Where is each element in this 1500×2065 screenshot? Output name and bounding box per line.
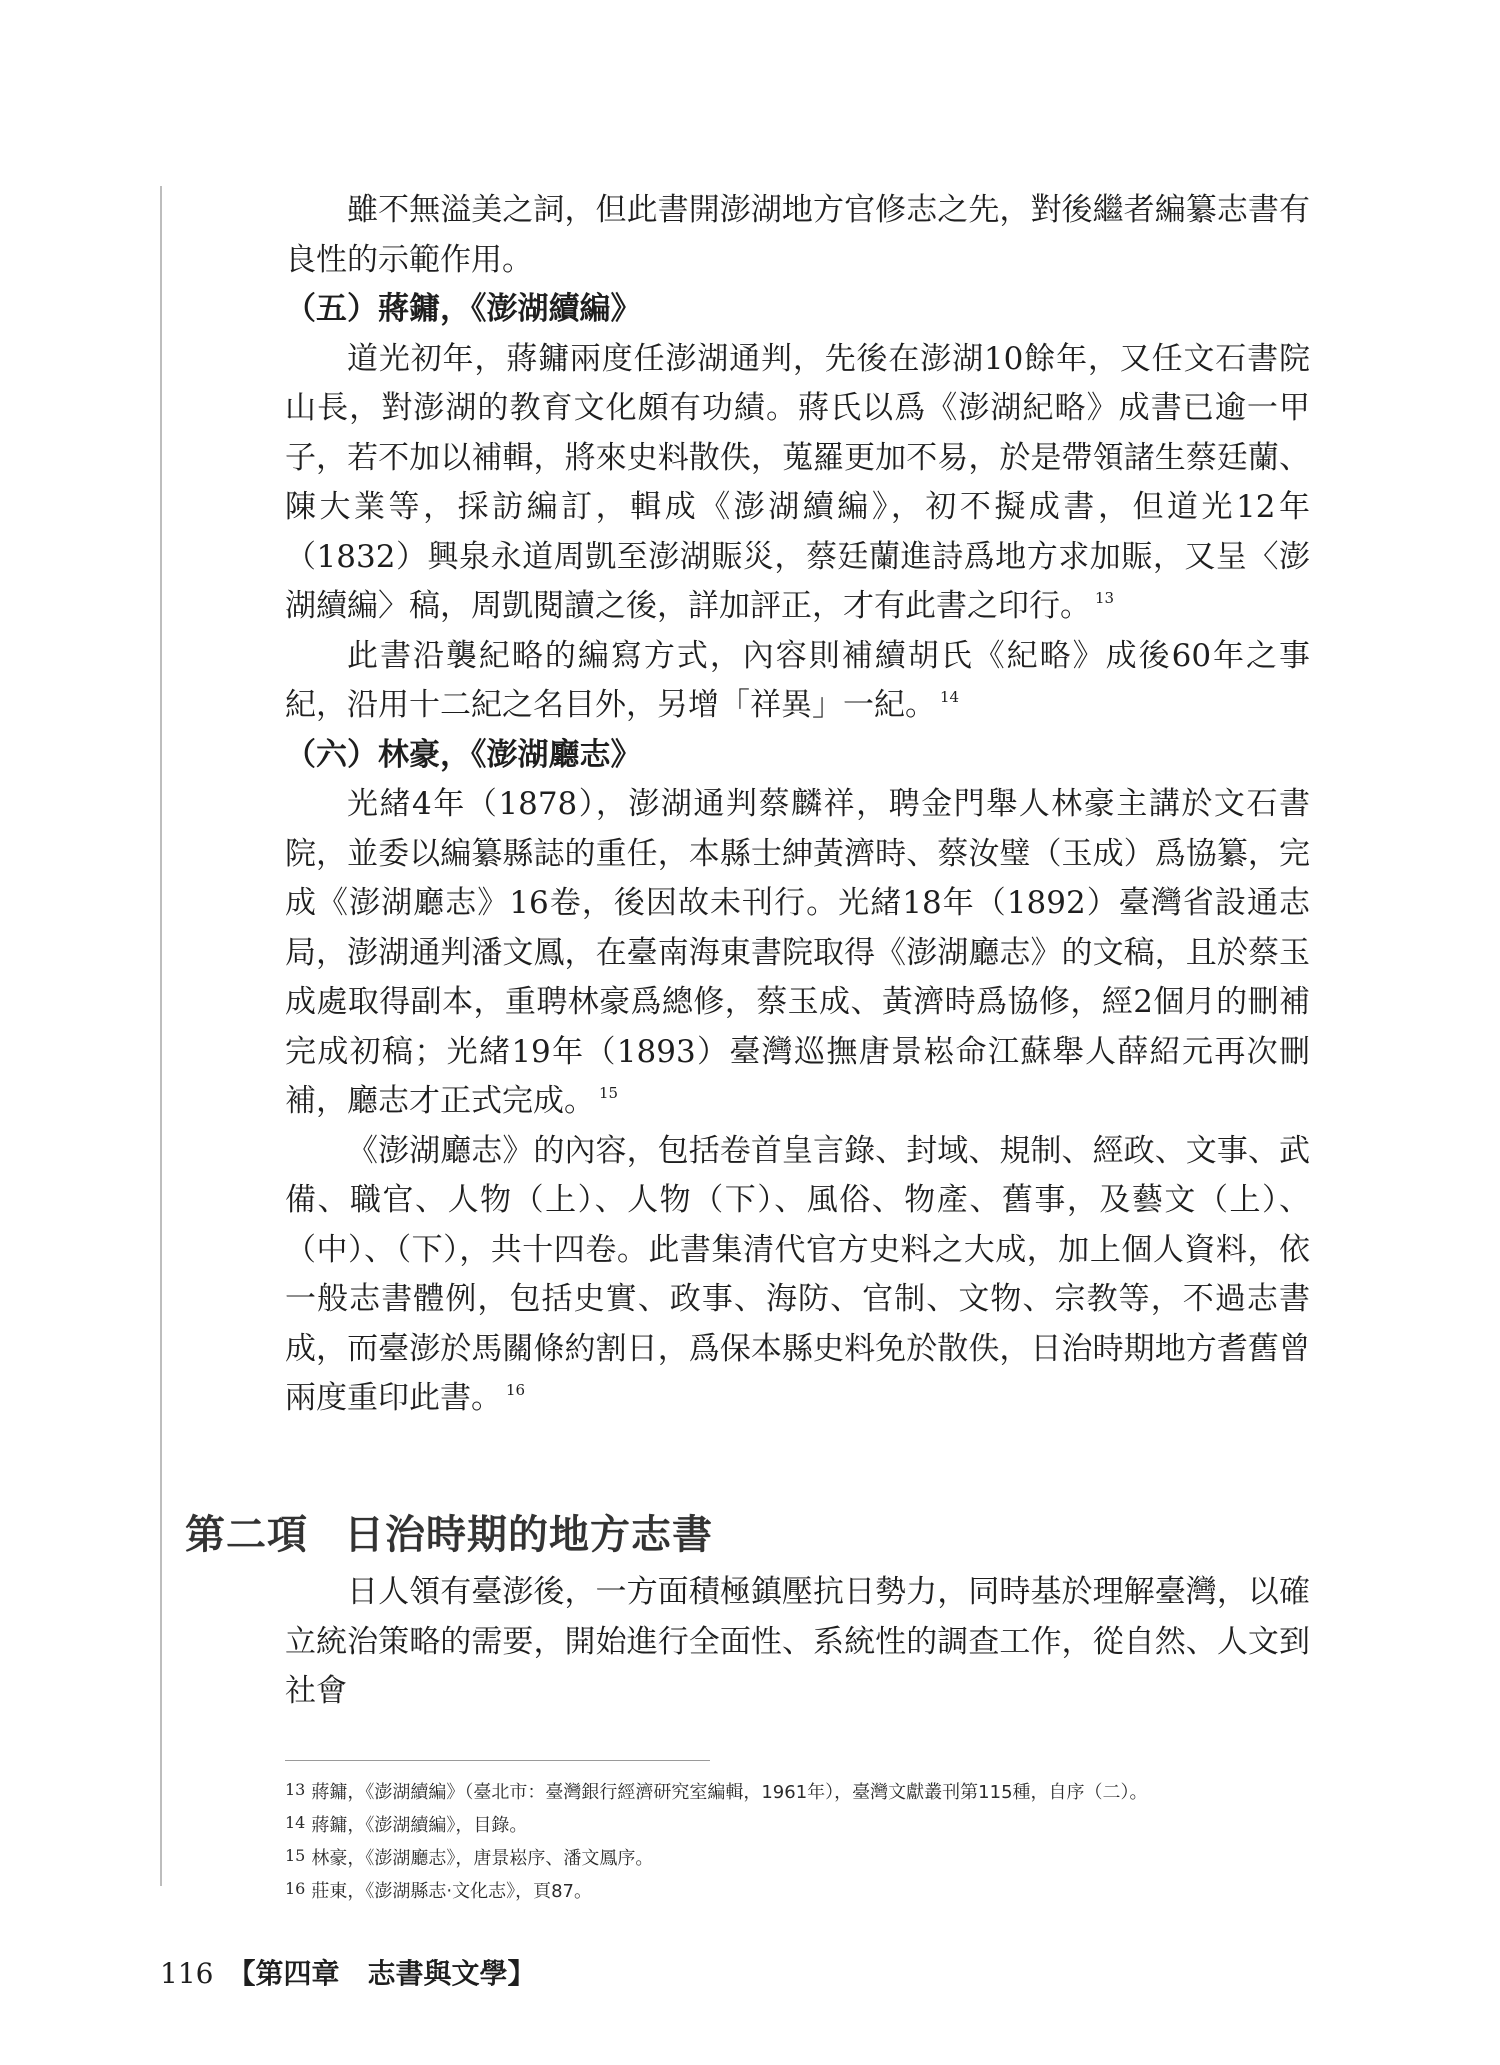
- footnote-text: 蔣鏞，《澎湖續編》，目錄。: [311, 1815, 528, 1836]
- paragraph: 此書沿襲紀略的編寫方式，內容則補續胡氏《紀略》成後60年之事紀，沿用十二紀之名目外，另增「祥異」一紀。 $^{14}$: [285, 637, 1310, 723]
- footnote-number: 15: [285, 1846, 306, 1865]
- footnotes: [285, 1775, 1315, 1907]
- paragraph: 《澎湖廳志》的內容，包括卷首皇言錄、封域、規制、經政、文事、武備、職官、人物（上）、人物（下）、風俗、物產、舊事，及藝文（上）、（中）、（下），共十四卷。此書集清代官方史料之大成，加上個人資料，依一般志書體例，包括史實、政事、海防、官制、文物、宗教等，不過志書成，而臺澎於馬關條約割日，爲保本縣史料免於散佚，日治時期地方耆舊曾兩度重印此書。 $^{16}$: [285, 1132, 1310, 1416]
- footnote-text: 蔣鏞，《澎湖續編》（臺北市：臺灣銀行經濟研究室編輯，1961年），臺灣文獻叢刊第115種，自序（二）。: [311, 1782, 1148, 1803]
- footnote: [285, 1775, 1315, 1808]
- paragraph: 日人領有臺澎後，一方面積極鎮壓抗日勢力，同時基於理解臺灣，以確立統治策略的需要，開始進行全面性、系統性的調查工作，從自然、人文到社會: [285, 1574, 1310, 1709]
- paragraph: 道光初年，蔣鏞兩度任澎湖通判，先後在澎湖10餘年，又任文石書院山長，對澎湖的教育文化頗有功績。蔣氏以爲《澎湖紀略》成書已逾一甲子，若不加以補輯，將來史料散佚，蒐羅更加不易，於是帶領諸生蔡廷蘭、陳大業等，採訪編訂，輯成《澎湖續編》，初不擬成書，但道光12年（1832）興泉永道周凱至澎湖賑災，蔡廷蘭進詩爲地方求加賑，又呈〈澎湖續編〉稿，周凱閱讀之後，詳加評正，才有此書之印行。 $^{13}$: [285, 340, 1310, 624]
- subsection-heading: （六）林豪，《澎湖廳志》: [285, 736, 642, 773]
- footnote: [285, 1808, 1315, 1841]
- footnote-text: 林豪，《澎湖廳志》，唐景崧序、潘文鳳序。: [311, 1848, 654, 1869]
- section-number: 第二項: [185, 1512, 308, 1558]
- section-title: 日治時期的地方志書: [344, 1512, 713, 1558]
- footnote: [285, 1841, 1315, 1874]
- paragraph: 光緒4年（1878），澎湖通判蔡麟祥，聘金門舉人林豪主講於文石書院，並委以編纂縣誌的重任，本縣士紳黃濟時、蔡汝璧（玉成）爲協纂，完成《澎湖廳志》16卷，後因故未刊行。光緒18年（1892）臺灣省設通志局，澎湖通判潘文鳳，在臺南海東書院取得《澎湖廳志》的文稿，且於蔡玉成處取得副本，重聘林豪爲總修，蔡玉成、黃濟時爲協修，經2個月的刪補完成初稿；光緒19年（1893）臺灣巡撫唐景崧命江蘇舉人薛紹元再次刪補，廳志才正式完成。 $^{15}$: [285, 786, 1310, 1119]
- footnote: [285, 1874, 1315, 1907]
- section-body: [285, 1568, 1310, 1717]
- footnote-number: 16: [285, 1879, 306, 1898]
- footnote-number: 13: [285, 1780, 306, 1799]
- footnote-number: 14: [285, 1813, 306, 1832]
- paragraph: 雖不無溢美之詞，但此書開澎湖地方官修志之先，對後繼者編纂志書有良性的示範作用。: [285, 192, 1310, 278]
- chapter-label: 【第四章 志書與文學】: [227, 1957, 536, 1990]
- footnote-ref[interactable]: 16: [506, 1381, 526, 1399]
- page-footer: [160, 1952, 535, 1992]
- footnote-text: 莊東，《澎湖縣志‧文化志》，頁87。: [311, 1881, 592, 1902]
- footnote-ref[interactable]: 13: [1095, 589, 1115, 607]
- main-text: [285, 186, 1310, 1424]
- margin-rule: [160, 186, 162, 1886]
- section-heading: [185, 1505, 713, 1565]
- page-number: 116: [160, 1957, 214, 1990]
- footnote-ref[interactable]: 14: [940, 688, 960, 706]
- footnote-divider: [285, 1760, 710, 1761]
- subsection-heading: （五）蔣鏞，《澎湖續編》: [285, 291, 642, 327]
- footnote-ref[interactable]: 15: [599, 1084, 619, 1102]
